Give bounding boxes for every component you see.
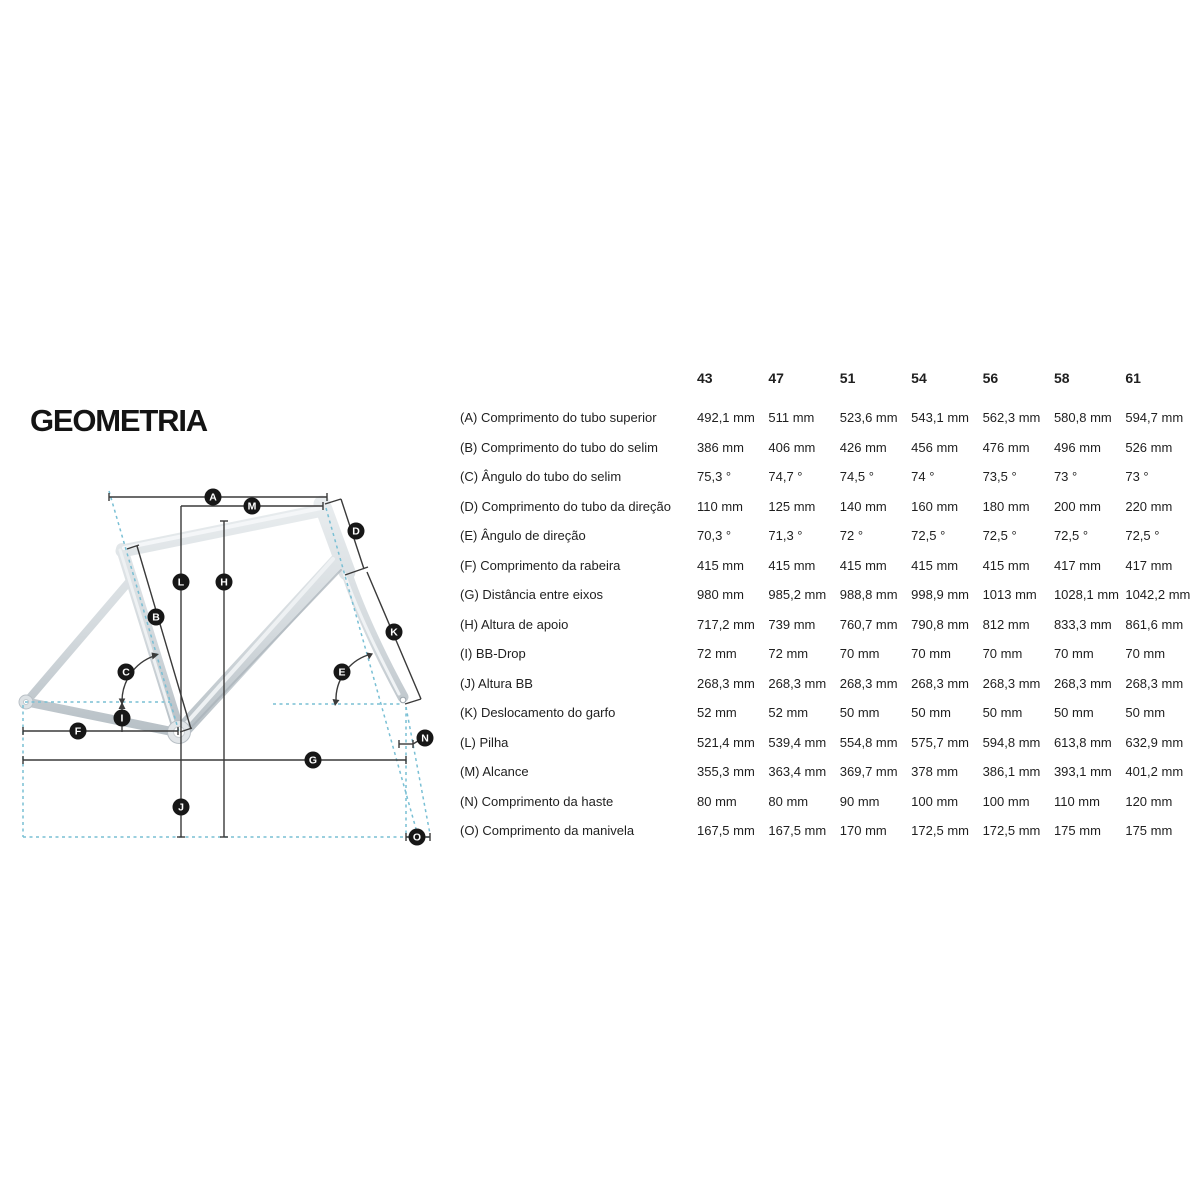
marker-O [409,829,426,846]
row-value: 386 mm [697,439,744,455]
marker-H [216,574,233,591]
row-value: 70 mm [911,646,951,662]
row-value: 739 mm [768,616,816,632]
row-value: 415 mm [839,557,887,573]
geometry-table [460,368,1197,846]
row-value: 180 mm [982,498,1030,514]
svg-text:M: M [247,500,257,513]
row-value: 72 mm [768,646,809,662]
row-label: (F) Comprimento da rabeira [460,557,621,573]
row-value: 268,3 mm [768,675,827,691]
row-value: 760,7 mm [839,616,898,632]
marker-E [334,664,351,681]
svg-text:E: E [338,666,346,679]
table-row [460,639,1197,669]
row-value: 456 mm [911,439,959,455]
marker-I [114,710,131,727]
row-label: (N) Comprimento da haste [460,793,614,809]
marker-F [70,723,87,740]
bike-frame [19,504,406,744]
row-value: 613,8 mm [1053,734,1112,750]
svg-text:K: K [390,626,398,639]
table-row [460,551,1197,581]
row-label: (E) Ângulo de direção [460,528,586,544]
svg-text:J: J [178,801,184,814]
svg-text:A: A [209,491,217,504]
row-value: 554,8 mm [839,734,898,750]
row-value: 52 mm [697,705,737,721]
svg-text:D: D [352,525,360,538]
row-value: 70 mm [839,646,880,662]
row-label: (M) Alcance [460,764,529,780]
row-value: 172,5 mm [982,823,1041,839]
dimension-lines [23,493,430,841]
row-value: 417 mm [1125,557,1173,573]
svg-text:L: L [177,576,185,589]
row-value: 70,3 ° [697,528,732,544]
table-row [460,462,1197,492]
row-value: 72,5 ° [1125,528,1160,544]
table-row [460,521,1197,551]
table-row [460,403,1197,433]
row-value: 72,5 ° [1053,528,1089,544]
row-value: 393,1 mm [1053,764,1112,780]
marker-K [386,624,403,641]
row-value: 120 mm [1125,793,1173,809]
row-value: 175 mm [1053,823,1101,839]
row-value: 90 mm [839,793,880,809]
table-row [460,580,1197,610]
row-value: 220 mm [1125,498,1173,514]
row-value: 268,3 mm [1053,675,1112,691]
svg-text:G: G [308,754,318,767]
row-value: 401,2 mm [1125,764,1184,780]
row-value: 160 mm [911,498,959,514]
construction-lines [23,491,430,837]
marker-G [305,752,322,769]
table-row [460,698,1197,728]
row-value: 125 mm [768,498,816,514]
row-label: (G) Distância entre eixos [460,587,604,603]
row-value: 833,3 mm [1053,616,1112,632]
row-value: 998,9 mm [911,587,969,603]
row-value: 496 mm [1053,439,1101,455]
row-value: 632,9 mm [1125,734,1184,750]
row-value: 52 mm [768,705,809,721]
row-value: 426 mm [839,439,887,455]
table-row [460,669,1197,699]
marker-A [205,489,222,506]
row-value: 594,7 mm [1125,410,1184,426]
row-value: 562,3 mm [982,410,1041,426]
row-value: 268,3 mm [982,675,1041,691]
row-value: 56 [982,370,999,386]
row-value: 50 mm [982,705,1023,721]
svg-text:H: H [220,576,228,589]
marker-B [148,609,165,626]
marker-D [348,523,365,540]
row-value: 50 mm [839,705,880,721]
table-row [460,787,1197,817]
row-label: (K) Deslocamento do garfo [460,705,616,721]
row-value: 369,7 mm [839,764,898,780]
row-value: 1042,2 mm [1125,587,1191,603]
row-value: 386,1 mm [982,764,1041,780]
row-label: (J) Altura BB [460,675,533,691]
row-value: 74,5 ° [839,469,874,485]
bike-geometry-diagram [0,440,460,860]
marker-L [173,574,190,591]
row-value: 172,5 mm [911,823,969,839]
row-value: 539,4 mm [768,734,827,750]
marker-M [244,498,261,515]
row-value: 378 mm [911,764,959,780]
marker-N [417,730,434,747]
row-value: 73,5 ° [982,469,1017,485]
row-value: 363,4 mm [768,764,827,780]
row-value: 43 [697,370,713,386]
row-value: 47 [768,370,784,386]
row-value: 1028,1 mm [1053,587,1119,603]
row-value: 492,1 mm [697,410,755,426]
row-value: 580,8 mm [1053,410,1112,426]
row-label: (H) Altura de apoio [460,616,569,632]
row-value: 415 mm [911,557,959,573]
row-value: 50 mm [911,705,951,721]
page-title: GEOMETRIA [30,403,207,438]
row-value: 72,5 ° [982,528,1017,544]
row-value: 72,5 ° [911,528,946,544]
table-row [460,610,1197,640]
row-value: 406 mm [768,439,816,455]
row-value: 72 ° [839,528,864,544]
row-value: 790,8 mm [911,616,969,632]
row-value: 980 mm [697,587,744,603]
row-value: 74,7 ° [768,469,803,485]
row-label: (I) BB-Drop [460,646,526,662]
row-value: 543,1 mm [911,410,969,426]
row-value: 523,6 mm [839,410,898,426]
row-value: 140 mm [839,498,887,514]
row-label: (O) Comprimento da manivela [460,823,635,839]
table-row [460,728,1197,758]
row-value: 268,3 mm [697,675,755,691]
table-row [460,492,1197,522]
row-label: (C) Ângulo do tubo do selim [460,469,622,485]
svg-text:O: O [412,831,422,844]
svg-text:B: B [152,611,160,624]
row-value: 268,3 mm [839,675,898,691]
row-value: 74 ° [911,469,935,485]
row-value: 72 mm [697,646,737,662]
row-value: 170 mm [839,823,887,839]
row-value: 80 mm [768,793,809,809]
row-value: 58 [1053,370,1070,386]
row-value: 80 mm [697,793,737,809]
row-value: 417 mm [1053,557,1101,573]
row-value: 355,3 mm [697,764,755,780]
table-row [460,433,1197,463]
row-label: (A) Comprimento do tubo superior [460,410,657,426]
svg-text:C: C [122,666,130,679]
row-value: 575,7 mm [911,734,969,750]
svg-text:F: F [74,725,82,738]
front-dropout [400,697,406,703]
row-value: 70 mm [982,646,1023,662]
row-value: 100 mm [982,793,1030,809]
row-value: 200 mm [1053,498,1101,514]
row-value: 70 mm [1053,646,1094,662]
row-value: 100 mm [911,793,959,809]
row-value: 717,2 mm [697,616,755,632]
row-value: 521,4 mm [697,734,755,750]
row-value: 1013 mm [982,587,1037,603]
row-label: (L) Pilha [460,734,509,750]
svg-text:N: N [421,732,429,745]
row-value: 110 mm [697,498,743,514]
row-value: 812 mm [982,616,1030,632]
row-value: 51 [839,370,856,386]
table-header-row [460,368,1197,388]
row-label: (D) Comprimento do tubo da direção [460,498,671,514]
marker-C [118,664,135,681]
row-value: 861,6 mm [1125,616,1184,632]
row-value: 73 ° [1053,469,1078,485]
table-row [460,757,1197,787]
row-value: 61 [1125,370,1141,386]
row-value: 71,3 ° [768,528,803,544]
row-value: 988,8 mm [839,587,898,603]
row-value: 415 mm [697,557,744,573]
row-value: 985,2 mm [768,587,827,603]
row-value: 415 mm [768,557,816,573]
row-value: 73 ° [1125,469,1149,485]
row-value: 415 mm [982,557,1030,573]
row-value: 50 mm [1053,705,1094,721]
row-value: 167,5 mm [697,823,755,839]
row-value: 526 mm [1125,439,1173,455]
svg-text:I: I [120,712,124,725]
row-value: 54 [911,370,927,386]
row-value: 50 mm [1125,705,1166,721]
row-value: 268,3 mm [911,675,969,691]
marker-J [173,799,190,816]
row-value: 167,5 mm [768,823,827,839]
table-row [460,816,1197,846]
row-value: 70 mm [1125,646,1166,662]
row-value: 175 mm [1125,823,1173,839]
row-value: 75,3 ° [697,469,732,485]
row-label: (B) Comprimento do tubo do selim [460,439,658,455]
row-value: 110 mm [1053,793,1100,809]
row-value: 511 mm [768,410,815,426]
row-value: 268,3 mm [1125,675,1184,691]
row-value: 476 mm [982,439,1030,455]
row-value: 594,8 mm [982,734,1041,750]
